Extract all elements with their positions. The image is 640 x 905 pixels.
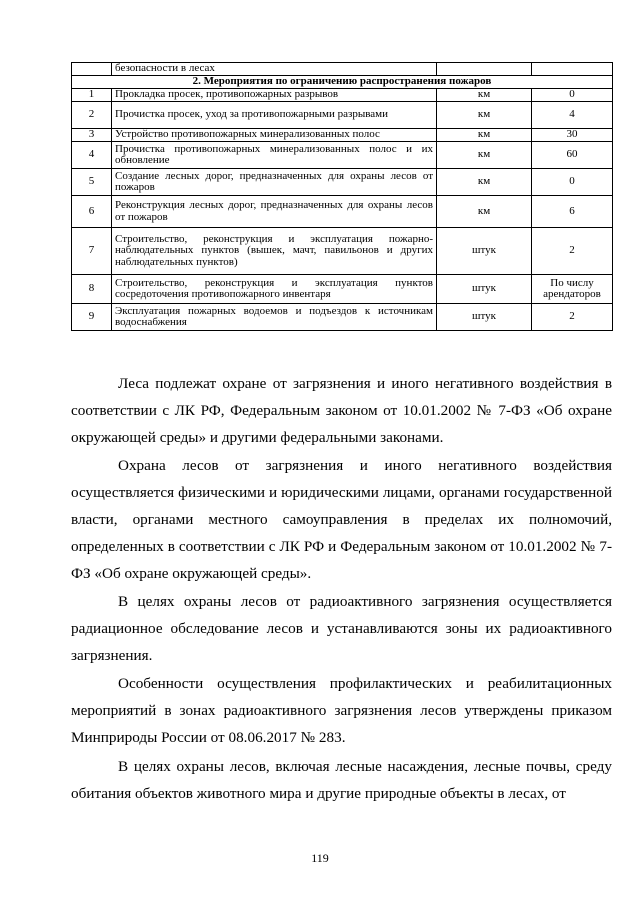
table-cell-name: Прочистка противопожарных минерализованных полос и их обновление bbox=[112, 142, 437, 169]
table-cell-unit: штук bbox=[437, 275, 532, 304]
table-row bbox=[72, 142, 613, 169]
table-cell-name: Эксплуатация пожарных водоемов и подъездов к источникам водоснабжения bbox=[112, 304, 437, 331]
table-cell-value: 0 bbox=[532, 169, 613, 196]
table-cell-unit: штук bbox=[437, 304, 532, 331]
table-cell-unit bbox=[437, 63, 532, 76]
table-cell-name: Строительство, реконструкция и эксплуатация пожарно-наблюдательных пунктов (вышек, мачт, павильонов и других наблюдательных пунктов) bbox=[112, 228, 437, 275]
table-cell-unit: км bbox=[437, 89, 532, 102]
fire-measures-table bbox=[71, 62, 613, 331]
table-row bbox=[72, 89, 613, 102]
page-number: 119 bbox=[311, 851, 329, 865]
table-cell-unit: штук bbox=[437, 228, 532, 275]
table-row bbox=[72, 63, 613, 76]
table-cell-num: 4 bbox=[72, 142, 112, 169]
table-cell-value: 2 bbox=[532, 228, 613, 275]
table-cell-name: Строительство, реконструкция и эксплуатация пунктов сосредоточения противопожарного инвентаря bbox=[112, 275, 437, 304]
table-cell-name: Прокладка просек, противопожарных разрывов bbox=[112, 89, 437, 102]
table-cell-value: 4 bbox=[532, 102, 613, 129]
table-cell-num: 6 bbox=[72, 196, 112, 228]
table-cell-value: 2 bbox=[532, 304, 613, 331]
paragraph: Леса подлежат охране от загрязнения и иного негативного воздействия в соответствии с ЛК РФ, Федеральным законом от 10.01.2002 № 7-ФЗ «Об охране окружающей среды» и другими федеральными законами. bbox=[71, 375, 612, 446]
table-cell-num: 7 bbox=[72, 228, 112, 275]
table-cell-value: 6 bbox=[532, 196, 613, 228]
table-cell-num: 5 bbox=[72, 169, 112, 196]
table-row bbox=[72, 228, 613, 275]
table-cell-unit: км bbox=[437, 142, 532, 169]
table-cell-num bbox=[72, 63, 112, 76]
table-cell-unit: км bbox=[437, 102, 532, 129]
table-cell-unit: км bbox=[437, 169, 532, 196]
table-section-row bbox=[72, 76, 613, 89]
paragraph: В целях охраны лесов, включая лесные насаждения, лесные почвы, среду обитания объектов животного мира и другие природные объекты в лесах, от bbox=[71, 757, 612, 802]
paragraph: В целях охраны лесов от радиоактивного загрязнения осуществляется радиационное обследование лесов и устанавливаются зоны их радиоактивного загрязнения. bbox=[71, 593, 612, 665]
table-cell-value: По числу арендаторов bbox=[532, 275, 613, 304]
table-cell-name: безопасности в лесах bbox=[112, 63, 437, 76]
table-cell-value: 0 bbox=[532, 89, 613, 102]
table-cell-name: Устройство противопожарных минерализованных полос bbox=[112, 129, 437, 142]
table-cell-num: 8 bbox=[72, 275, 112, 304]
table-row bbox=[72, 196, 613, 228]
paragraph: Охрана лесов от загрязнения и иного негативного воздействия осуществляется физическими и юридическими лицами, органами государственной власти, органами местного самоуправления в пределах их полномочий, определенных в соответствии с ЛК РФ и Федеральным законом от 10.01.2002 № 7-ФЗ «Об охране окружающей среды». bbox=[71, 457, 612, 582]
table-cell-value: 60 bbox=[532, 142, 613, 169]
table-cell-value: 30 bbox=[532, 129, 613, 142]
table-row bbox=[72, 169, 613, 196]
paragraph: Особенности осуществления профилактических и реабилитационных мероприятий в зонах радиоактивного загрязнения лесов утверждены приказом Минприроды России от 08.06.2017 № 283. bbox=[71, 675, 612, 747]
table-row bbox=[72, 129, 613, 142]
table-cell-num: 3 bbox=[72, 129, 112, 142]
body-text bbox=[71, 371, 612, 809]
table-row bbox=[72, 102, 613, 129]
table-cell-unit: км bbox=[437, 196, 532, 228]
table-row bbox=[72, 304, 613, 331]
table-cell-name: Реконструкция лесных дорог, предназначенных для охраны лесов от пожаров bbox=[112, 196, 437, 228]
table-cell-name: Прочистка просек, уход за противопожарными разрывами bbox=[112, 102, 437, 129]
section-title: 2. Мероприятия по ограничению распространения пожаров bbox=[72, 76, 613, 89]
table-cell-name: Создание лесных дорог, предназначенных для охраны лесов от пожаров bbox=[112, 169, 437, 196]
table-cell-num: 1 bbox=[72, 89, 112, 102]
table-cell-value bbox=[532, 63, 613, 76]
table-cell-unit: км bbox=[437, 129, 532, 142]
table-cell-num: 9 bbox=[72, 304, 112, 331]
table-cell-num: 2 bbox=[72, 102, 112, 129]
table-row bbox=[72, 275, 613, 304]
